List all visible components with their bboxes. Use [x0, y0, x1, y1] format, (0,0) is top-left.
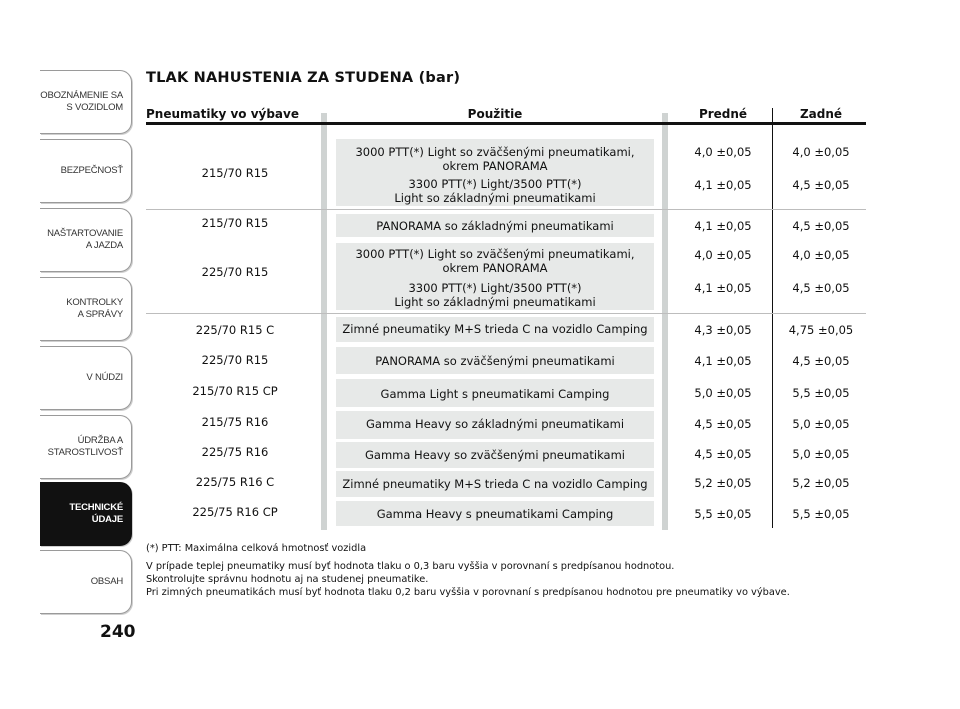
header-use: Použitie: [467, 107, 523, 121]
rear-pressure: 4,5 ±0,05: [792, 281, 850, 295]
header-rear: Zadné: [799, 107, 843, 121]
tab-obsah[interactable]: [40, 550, 132, 614]
tab-label: V NÚDZI: [86, 372, 123, 383]
use-text: Gamma Heavy so zväčšenými pneumatikami: [364, 448, 626, 462]
tire-size: 215/70 R15: [201, 216, 269, 230]
tab-bezpecnost[interactable]: [40, 139, 132, 203]
tab-v-nudzi[interactable]: [40, 346, 132, 410]
footnote-warm-tire: V prípade teplej pneumatiky musí byť hodnota tlaku o 0,3 baru vyššia v porovnaní s predpísanou hodnotou.: [146, 561, 675, 572]
rear-pressure: 4,75 ±0,05: [788, 323, 854, 337]
front-pressure: 5,2 ±0,05: [694, 476, 752, 490]
tab-udrzba[interactable]: [40, 415, 132, 479]
column-separator: [321, 113, 327, 530]
rear-pressure: 4,0 ±0,05: [792, 145, 850, 159]
footnote-ptt: (*) PTT: Maximálna celková hmotnosť vozidla: [146, 543, 367, 554]
footnote-check-cold: Skontrolujte správnu hodnotu aj na studenej pneumatike.: [146, 574, 429, 585]
row-divider: [146, 209, 866, 210]
tab-label: TECHNICKÉ ÚDAJE: [69, 502, 123, 525]
front-pressure: 4,1 ±0,05: [694, 219, 752, 233]
use-text: Zimné pneumatiky M+S trieda C na vozidlo Camping: [342, 477, 648, 491]
front-pressure: 4,3 ±0,05: [694, 323, 752, 337]
tab-label: OBOZNÁMENIE SA S VOZIDLOM: [40, 90, 123, 113]
front-rear-divider: [772, 108, 773, 528]
use-text: Gamma Light s pneumatikami Camping: [380, 387, 610, 401]
rear-pressure: 4,5 ±0,05: [792, 219, 850, 233]
page-number: 240: [100, 622, 136, 642]
rear-pressure: 4,5 ±0,05: [792, 178, 850, 192]
front-pressure: 4,1 ±0,05: [694, 178, 752, 192]
rear-pressure: 4,0 ±0,05: [792, 248, 850, 262]
tab-kontrolky[interactable]: [40, 277, 132, 341]
front-pressure: 4,5 ±0,05: [694, 447, 752, 461]
use-text: 3000 PTT(*) Light so zväčšenými pneumatikami, okrem PANORAMA: [355, 247, 635, 275]
use-text: Gamma Heavy s pneumatikami Camping: [376, 507, 614, 521]
tab-label: ÚDRŽBA A STAROSTLIVOSŤ: [47, 435, 123, 458]
rear-pressure: 5,0 ±0,05: [792, 417, 850, 431]
tab-label: BEZPEČNOSŤ: [60, 165, 123, 176]
rear-pressure: 5,2 ±0,05: [792, 476, 850, 490]
use-text: 3300 PTT(*) Light/3500 PTT(*) Light so základnými pneumatikami: [394, 281, 596, 309]
use-text: PANORAMA so zväčšenými pneumatikami: [375, 354, 615, 368]
header-rule: [146, 122, 866, 125]
page-title: TLAK NAHUSTENIA ZA STUDENA (bar): [146, 70, 461, 86]
use-text: PANORAMA so základnými pneumatikami: [376, 219, 614, 233]
front-pressure: 5,5 ±0,05: [694, 507, 752, 521]
tab-label: KONTROLKY A SPRÁVY: [66, 297, 123, 320]
tire-size: 225/75 R16 C: [195, 475, 275, 489]
use-text: 3300 PTT(*) Light/3500 PTT(*) Light so základnými pneumatikami: [394, 177, 596, 205]
tire-size: 225/75 R16 CP: [192, 505, 278, 519]
tire-size: 215/70 R15 CP: [192, 384, 278, 398]
front-pressure: 5,0 ±0,05: [694, 386, 752, 400]
tire-size: 225/75 R16: [201, 445, 269, 459]
header-tires: Pneumatiky vo výbave: [146, 107, 299, 121]
tire-size: 225/70 R15: [201, 353, 269, 367]
row-divider: [146, 313, 866, 314]
tire-size: 225/70 R15 C: [195, 323, 275, 337]
footnote-winter: Pri zimných pneumatikách musí byť hodnota tlaku 0,2 baru vyššia v porovnaní s predpísanou hodnotou pre pneumatiky vo výbave.: [146, 587, 790, 598]
use-text: Zimné pneumatiky M+S trieda C na vozidlo Camping: [342, 322, 648, 336]
tab-label: OBSAH: [90, 576, 123, 587]
front-pressure: 4,1 ±0,05: [694, 354, 752, 368]
front-pressure: 4,5 ±0,05: [694, 417, 752, 431]
front-pressure: 4,0 ±0,05: [694, 145, 752, 159]
use-text: 3000 PTT(*) Light so zväčšenými pneumatikami, okrem PANORAMA: [355, 145, 635, 173]
rear-pressure: 4,5 ±0,05: [792, 354, 850, 368]
tire-size: 225/70 R15: [201, 265, 269, 279]
rear-pressure: 5,5 ±0,05: [792, 386, 850, 400]
header-front: Predné: [698, 107, 748, 121]
column-separator: [662, 113, 668, 530]
tire-size: 215/70 R15: [201, 166, 269, 180]
front-pressure: 4,0 ±0,05: [694, 248, 752, 262]
front-pressure: 4,1 ±0,05: [694, 281, 752, 295]
rear-pressure: 5,5 ±0,05: [792, 507, 850, 521]
rear-pressure: 5,0 ±0,05: [792, 447, 850, 461]
tab-label: NAŠTARTOVANIE A JAZDA: [47, 228, 123, 251]
tab-oboznamenie[interactable]: [40, 70, 132, 134]
tire-size: 215/75 R16: [201, 415, 269, 429]
use-text: Gamma Heavy so základnými pneumatikami: [365, 417, 625, 431]
tab-nastartovanie[interactable]: [40, 208, 132, 272]
tab-technicke-udaje[interactable]: [40, 482, 132, 546]
